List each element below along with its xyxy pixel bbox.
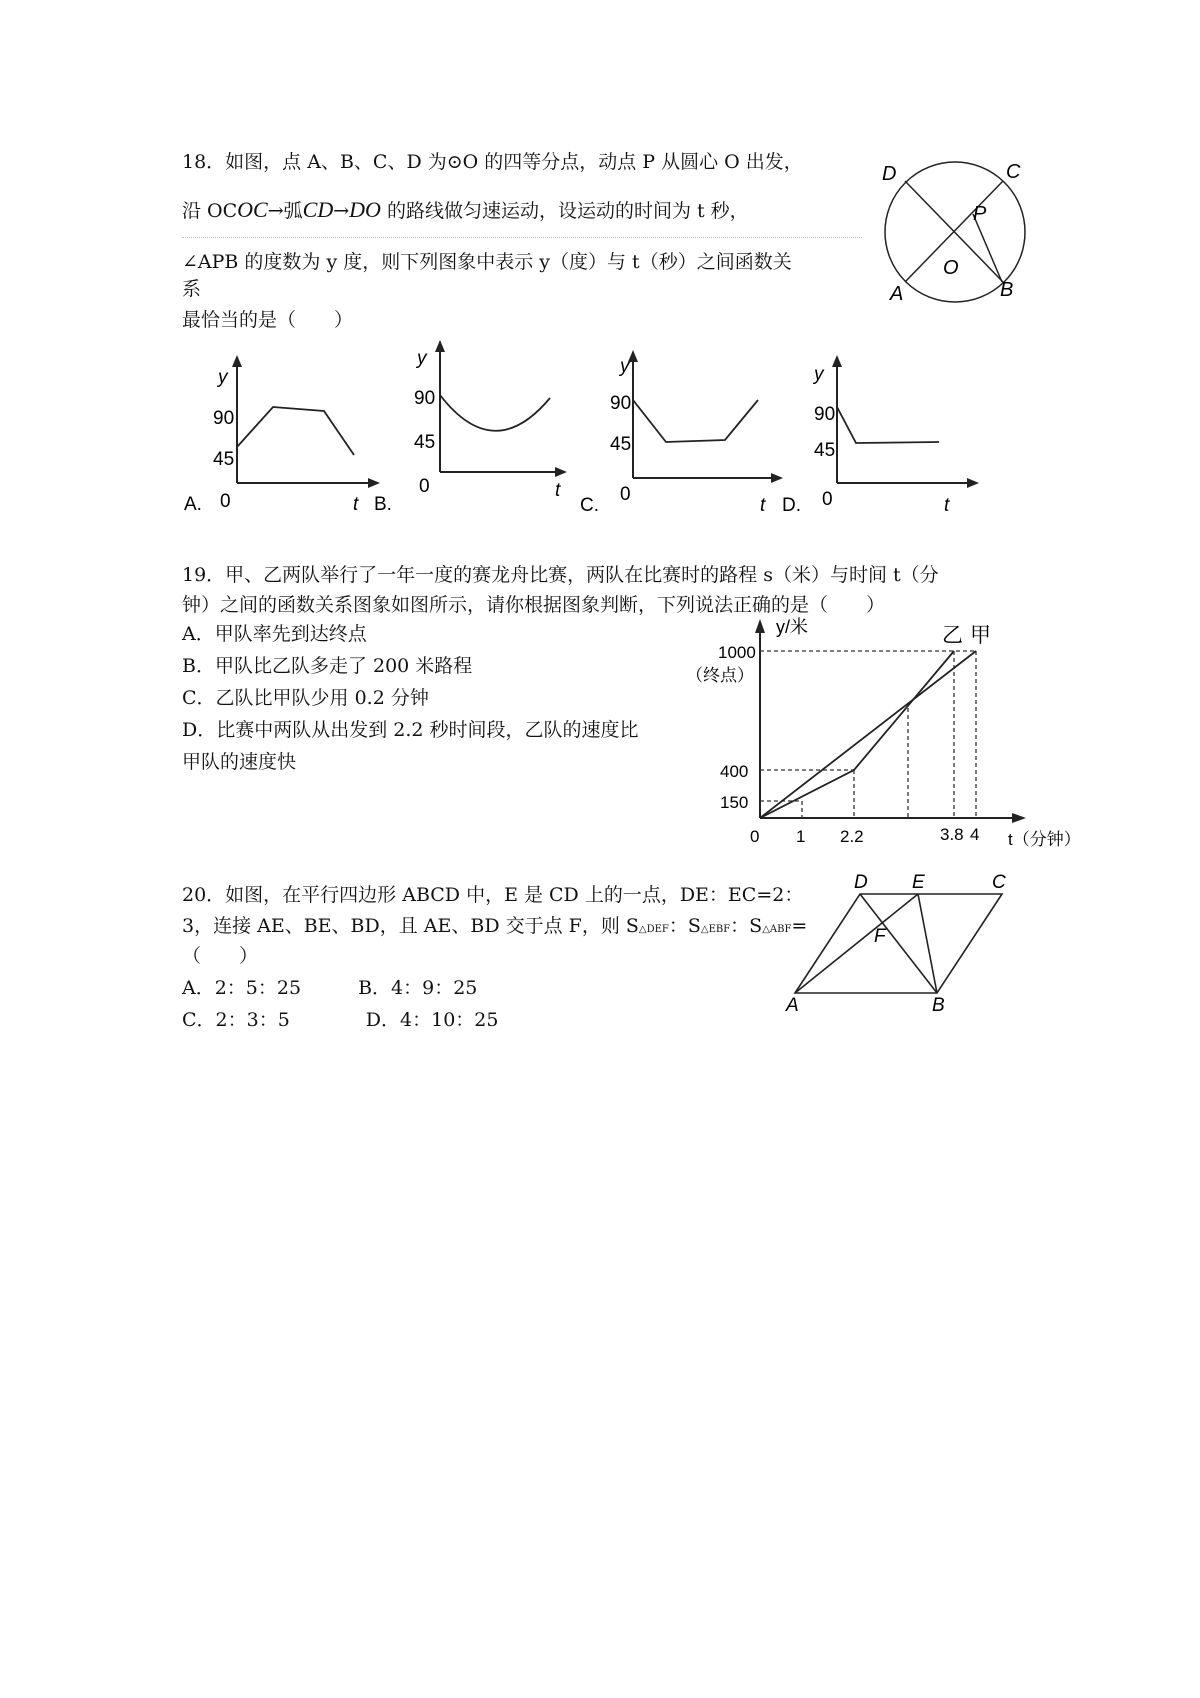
q19-line2: 钟）之间的函数关系图象如图所示，请你根据图象判断，下列说法正确的是（ ） [182,594,886,616]
q19-option-d-cont: 甲队的速度快 [182,751,297,773]
circle-label-d: D [882,163,897,185]
q20-line2-prefix: 3，连接 AE、BE、BD，且 AE、BD 交于点 F，则 S [182,915,639,937]
q18-line2-suffix: 的路线做匀速运动，设运动的时间为 t 秒， [386,200,749,222]
para-label-f: F [874,926,886,947]
q20-line2 [182,914,807,942]
q20-sep1: ：S [668,915,701,937]
graph-b-t: t [555,480,561,501]
q19-option-a: A．甲队率先到达终点 [182,623,367,645]
graph-b-y: y [417,348,427,369]
graph-c-t: t [760,495,766,516]
q20-line2-suffix: = [791,915,808,937]
graph-b-origin: 0 [419,476,430,497]
graph-d-y: y [814,364,824,385]
graph-a-t: t [353,494,359,515]
q19-option-c: C．乙队比甲队少用 0.2 分钟 [182,687,429,709]
graph-b-90: 90 [414,388,436,409]
q20-sub-def: △DEF [638,924,669,935]
chart-y-1000: 1000 [718,643,756,662]
q19-line1: 19．甲、乙两队举行了一年一度的赛龙舟比赛，两队在比赛时的路程 s（米）与时间 t（分 [182,564,939,586]
q18-line3: ∠APB 的度数为 y 度，则下列图象中表示 y（度）与 t（秒）之间函数关 [182,251,792,273]
circle-label-b: B [1000,279,1014,301]
q18-arc: 弧 [283,200,303,222]
graph-a-origin: 0 [220,491,231,512]
graph-d-origin: 0 [822,489,833,510]
graph-d-90: 90 [814,404,836,425]
chart-y-axis-label: y/米 [776,617,809,637]
chart-series-yi: 乙 [942,624,963,647]
q18-graph-c [578,350,788,515]
series-yi-line [760,651,954,818]
chart-x-2-2: 2.2 [840,827,864,846]
q20-sub-abf: △ABF [762,924,792,935]
para-label-a: A [786,995,799,1016]
chart-series-jia: 甲 [970,624,991,647]
option-c-label: C. [580,495,599,516]
q18-math-do: DO [349,197,381,222]
para-label-c: C [992,872,1006,893]
q20-line3: （ ） [182,945,259,967]
graph-a-y: y [218,367,228,388]
graph-c-45: 45 [610,434,632,455]
q20-sep2: ：S [730,915,763,937]
q18-graph-a [180,355,380,515]
chart-x-1: 1 [796,827,806,846]
q18-line2 [182,198,749,223]
option-a-label: A. [184,494,202,515]
graph-d-45: 45 [814,440,836,461]
circle-label-c: C [1006,161,1021,183]
graph-c-origin: 0 [620,484,631,505]
q18-circle-figure [870,158,1040,308]
option-b-label: B. [374,494,392,515]
q20-parallelogram-figure [782,868,1032,1016]
graph-b-45: 45 [414,432,436,453]
chart-y-400: 400 [720,762,749,781]
q18-arrow2: → [333,200,350,222]
para-label-e: E [912,872,925,893]
series-jia-line [760,651,976,818]
chart-x-axis-label: t（分钟） [1008,830,1081,849]
chart-y-150: 150 [720,793,749,812]
q20-line1: 20．如图，在平行四边形 ABCD 中，E 是 CD 上的一点，DE：EC=2： [182,884,804,906]
chart-x-3-8: 3.8 [940,825,964,844]
circle-label-p: P [973,203,987,225]
q19-chart [686,615,1100,855]
para-label-b: B [932,995,945,1016]
q18-line5: 最恰当的是（ ） [182,309,354,331]
q18-arrow1: → [267,200,284,222]
circle-label-o: O [943,257,959,279]
graph-a-45: 45 [213,449,235,470]
graph-c-90: 90 [610,393,632,414]
q18-graph-b [372,340,572,515]
chart-origin: 0 [750,827,760,846]
circle-label-a: A [890,283,904,305]
q18-math-cd: CD [302,197,334,222]
q18-line1: 18．如图，点 A、B、C、D 为⊙O 的四等分点，动点 P 从圆心 O 出发， [182,151,803,173]
graph-a-90: 90 [213,408,235,429]
q20-option-cd: C．2：3：5 D．4：10：25 [182,1009,499,1031]
option-d-label: D. [782,495,801,516]
graph-d-t: t [944,495,950,516]
q19-option-b: B．甲队比乙队多走了 200 米路程 [182,655,473,677]
q18-math-oc: OC [237,197,268,222]
q19-option-d: D．比赛中两队从出发到 2.2 秒时间段，乙队的速度比 [182,719,639,741]
q18-line4: 系 [182,278,202,300]
chart-y-end-note: （终点） [686,666,754,685]
q18-line2-prefix: 沿 OC [182,200,238,222]
q18-dotted-rule [182,237,862,238]
graph-c-y: y [620,356,630,377]
q18-graph-d [782,355,982,515]
chart-x-4: 4 [970,825,980,844]
q20-option-ab: A．2：5：25 B．4：9：25 [182,977,478,999]
para-label-d: D [854,872,868,893]
q20-sub-ebf: △EBF [700,924,731,935]
